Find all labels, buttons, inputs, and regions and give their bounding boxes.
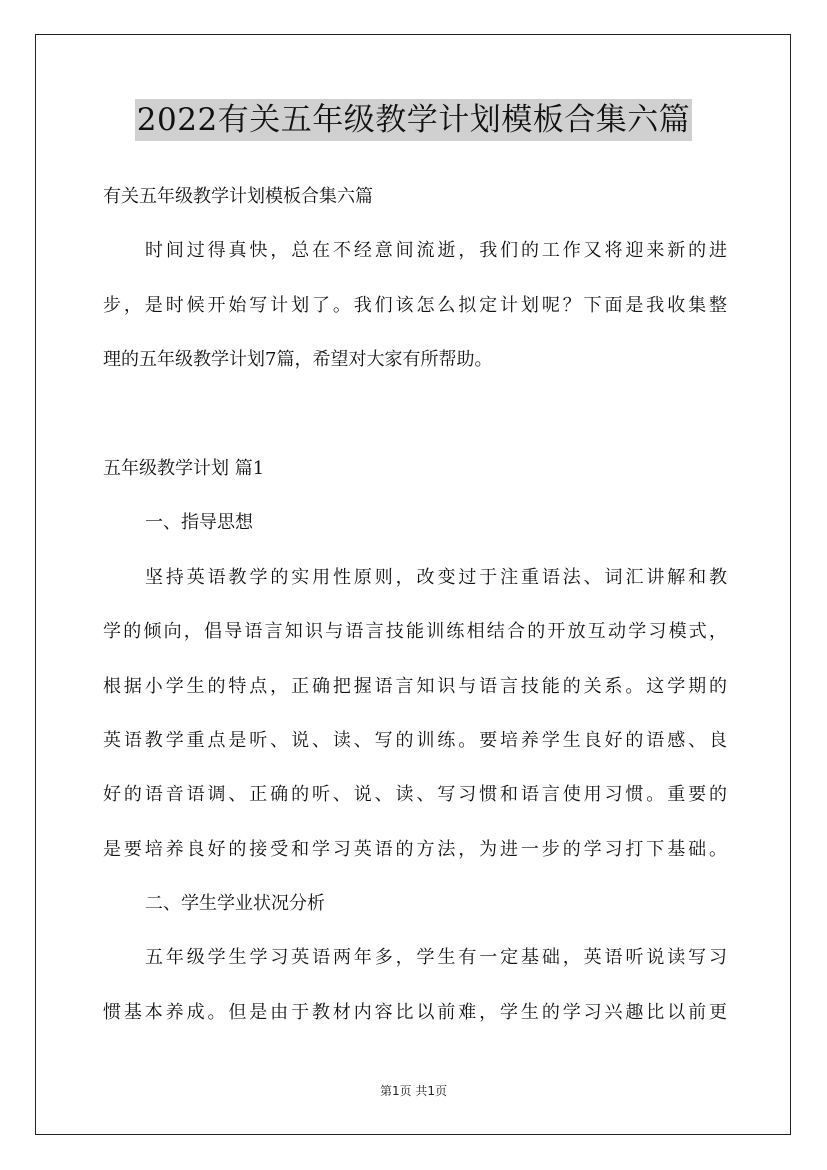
intro-line: 步，是时候开始写计划了。我们该怎么拟定计划呢？下面是我收集整 xyxy=(103,294,727,316)
intro-line: 理的五年级教学计划7篇，希望对大家有所帮助。 xyxy=(103,349,493,371)
section-heading: 五年级教学计划 篇1 xyxy=(103,457,265,479)
intro-line: 时间过得真快，总在不经意间流逝，我们的工作又将迎来新的进 xyxy=(145,240,727,262)
paragraph-line: 惯基本养成。但是由于教材内容比以前难，学生的学习兴趣比以前更 xyxy=(103,1001,727,1023)
document-body xyxy=(103,170,727,1040)
title-container xyxy=(0,99,827,141)
document-subtitle: 有关五年级教学计划模板合集六篇 xyxy=(103,186,373,207)
paragraph-line: 五年级学生学习英语两年多，学生有一定基础，英语听说读写习 xyxy=(145,947,727,969)
paragraph-line: 是要培养良好的接受和学习英语的方法，为进一步的学习打下基础。 xyxy=(103,838,727,860)
page-number: 第1页 共1页 xyxy=(379,1084,448,1098)
paragraph-line: 坚持英语教学的实用性原则，改变过于注重语法、词汇讲解和教 xyxy=(145,566,727,588)
page-footer xyxy=(0,1082,827,1099)
paragraph-line: 学的倾向，倡导语言知识与语言技能训练相结合的开放互动学习模式， xyxy=(103,621,727,643)
part-heading: 一、指导思想 xyxy=(145,512,253,534)
paragraph-line: 英语教学重点是听、说、读、写的训练。要培养学生良好的语感、良 xyxy=(103,729,727,751)
paragraph-line: 根据小学生的特点，正确把握语言知识与语言技能的关系。这学期的 xyxy=(103,675,727,697)
blank-line xyxy=(103,388,727,442)
document-title: 2022有关五年级教学计划模板合集六篇 xyxy=(135,99,692,141)
paragraph-line: 好的语音语调、正确的听、说、读、写习惯和语言使用习惯。重要的 xyxy=(103,784,727,806)
part-heading: 二、学生学业状况分析 xyxy=(145,893,325,915)
